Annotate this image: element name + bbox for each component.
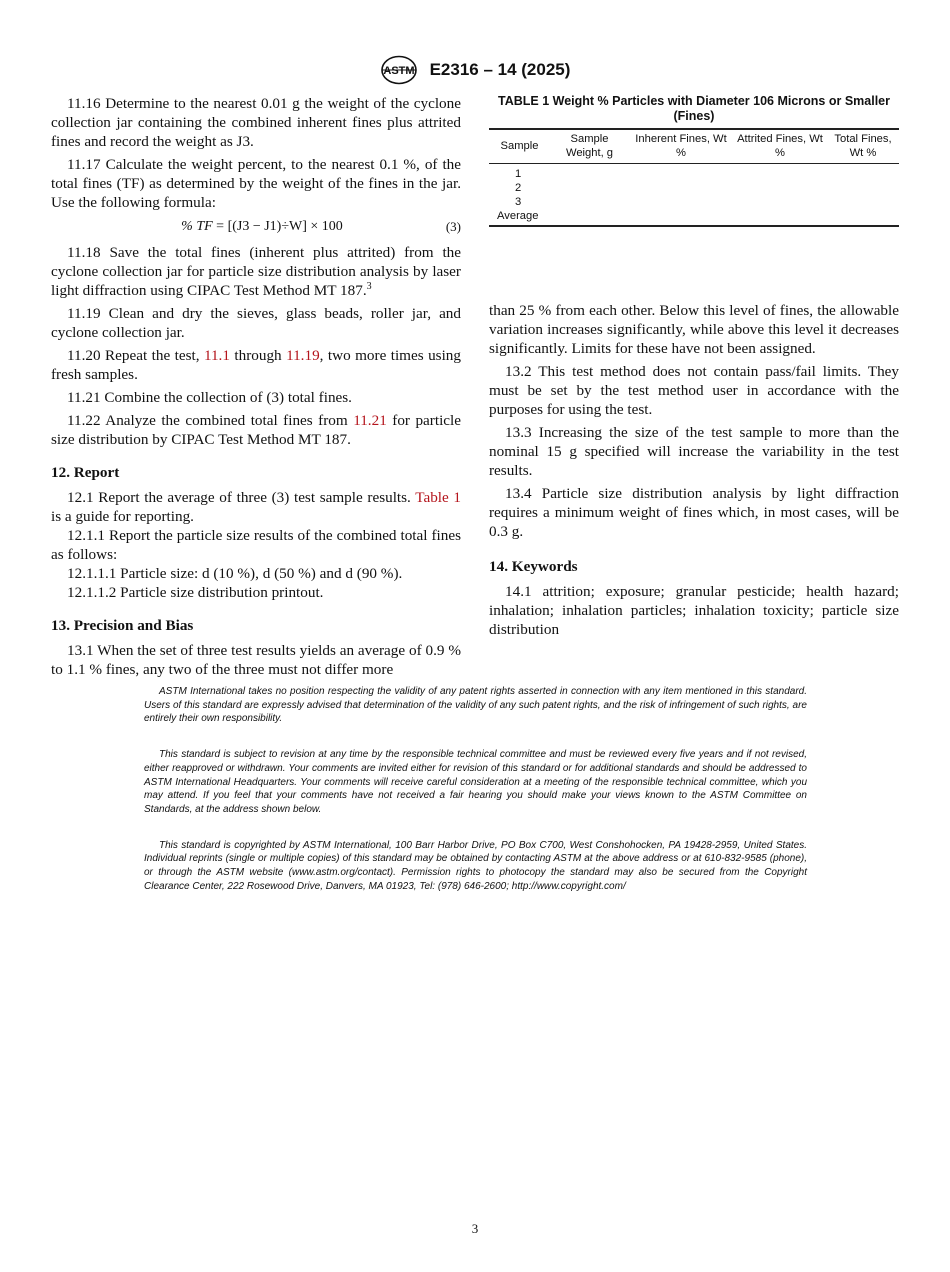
page-number: 3: [471, 1221, 479, 1236]
para-11-19: 11.19 Clean and dry the sieves, glass beads, roller jar, and cyclone collection jar.: [51, 305, 461, 341]
table-row: [489, 209, 899, 226]
link-section-11-1[interactable]: 11.1: [203, 347, 230, 364]
left-column: [51, 94, 461, 683]
para-13-1: 13.1 When the set of three test results yields an average of 0.9 % to 1.1 % fines, any two of the three must not differ more: [51, 642, 461, 678]
patent-notice: ASTM International takes no position respecting the validity of any patent rights asserted in connection with any item mentioned in this standard. Users of this standard are expressly advised that determination of the validity of any such patent rights, and the risk of infringement of such rights, are entirely their own responsibility.: [144, 686, 807, 725]
para-11-21: 11.21 Combine the collection of (3) total fines.: [67, 389, 352, 406]
right-column: [489, 301, 899, 643]
para-11-16: 11.16 Determine to the nearest 0.01 g the weight of the cyclone collection jar containing the combined inherent fines plus attrited fines and record the weight as J3.: [51, 95, 461, 150]
para-11-22: 11.22 Analyze the combined total fines from 11.21 for particle size distribution by CIPAC Test Method MT 187.: [51, 412, 461, 448]
formula-3: [51, 217, 461, 236]
astm-logo-icon: [380, 55, 418, 85]
para-12-1: 12.1 Report the average of three (3) test sample results. Table 1 is a guide for reporting.: [51, 489, 461, 525]
formula-lhs: % TF: [181, 219, 213, 234]
svg-text:ASTM: ASTM: [382, 65, 415, 77]
para-13-3: 13.3 Increasing the size of the test sample to more than the nominal 15 g specified will increase the variability in the test results.: [489, 424, 899, 479]
table-row: [489, 195, 899, 209]
equation-number: (3): [445, 219, 461, 234]
para-14-1: 14.1 attrition; exposure; granular pesticide; health hazard; inhalation; inhalation particles; inhalation toxicity; particle size distribution: [489, 583, 899, 638]
para-13-2: 13.2 This test method does not contain pass/fail limits. They must be set by the test method user in accordance with the purposes for using the test.: [489, 363, 899, 418]
para-12-1-1-2: 12.1.1.2 Particle size distribution printout.: [67, 584, 324, 601]
para-12-1-1: 12.1.1 Report the particle size results of the combined total fines as follows:: [51, 527, 461, 563]
row-label: 3: [515, 196, 522, 208]
copyright-notice: This standard is copyrighted by ASTM International, 100 Barr Harbor Drive, PO Box C700, West Conshohocken, PA 19428-2959, United States. Individual reprints (single or multiple copies) of this standard may be obtained by contacting ASTM at the above address or at 610-832-9585 (phone), or through the ASTM website (www.astm.org/contact). Permission rights to photocopy the standard may also be secured from the Copyright Clearance Center, 222 Rosewood Drive, Danvers, MA 01923, Tel: (978) 646-2600; http://www.copyright.com/: [144, 839, 807, 892]
header-sample: Sample: [500, 139, 539, 152]
para-11-20: 11.20 Repeat the test, 11.1 through 11.19, two more times using fresh samples.: [51, 347, 461, 383]
fines-table: [489, 128, 899, 227]
para-13-1-continued: than 25 % from each other. Below this level of fines, the allowable variation increases significantly, while above this level it decreases significantly. Limits for these have not been assigned.: [489, 302, 899, 357]
table-row: [489, 164, 899, 182]
footnote-ref: 3: [366, 280, 372, 292]
table-1: [489, 94, 899, 227]
heading-report: 12. Report: [51, 464, 120, 481]
heading-precision-bias: 13. Precision and Bias: [51, 617, 194, 634]
header-inherent-fines: Inherent Fines, Wt %: [635, 133, 727, 159]
table-caption: TABLE 1 Weight % Particles with Diameter 106 Microns or Smaller (Fines): [497, 94, 891, 123]
link-table-1[interactable]: Table 1: [415, 489, 461, 506]
header-sample-weight: Sample Weight, g: [565, 133, 614, 159]
row-label: 1: [515, 168, 522, 180]
header-attrited-fines: Attrited Fines, Wt %: [737, 133, 823, 159]
para-13-4: 13.4 Particle size distribution analysis by light diffraction requires a minimum weight of fines which, in most cases, will be 0.3 g.: [489, 485, 899, 540]
table-row: [489, 181, 899, 195]
link-section-11-21[interactable]: 11.21: [353, 412, 387, 429]
heading-keywords: 14. Keywords: [489, 558, 578, 575]
page-header: [0, 55, 950, 85]
row-label: Average: [497, 210, 539, 222]
header-total-fines: Total Fines, Wt %: [834, 133, 892, 159]
formula-rhs: = [(J3 − J1)÷W] × 100: [216, 219, 343, 234]
row-label: 2: [515, 182, 522, 194]
link-section-11-19[interactable]: 11.19: [286, 347, 320, 364]
para-11-18: 11.18 Save the total fines (inherent plus attrited) from the cyclone collection jar for particle size distribution analysis by laser light diffraction using CIPAC Test Method MT 187.$^3$: [51, 244, 461, 299]
legal-footer: [144, 685, 807, 915]
standard-designation: E2316 – 14 (2025): [429, 60, 571, 79]
revision-notice: This standard is subject to revision at any time by the responsible technical committee and must be reviewed every five years and if not revised, either reapproved or withdrawn. Your comments are invited either for revision of this standard or for additional standards and should be addressed to ASTM International Headquarters. Your comments will receive careful consideration at a meeting of the responsible technical committee, which you may attend. If you feel that your comments have not received a fair hearing you should make your views known to the ASTM Committee on Standards, at the address shown below.: [144, 749, 807, 815]
para-12-1-1-1: 12.1.1.1 Particle size: d (10 %), d (50 %) and d (90 %).: [67, 565, 403, 582]
para-11-17: 11.17 Calculate the weight percent, to the nearest 0.1 %, of the total fines (TF) as determined by the weight of the fines in the jar. Use the following formula:: [51, 156, 461, 211]
